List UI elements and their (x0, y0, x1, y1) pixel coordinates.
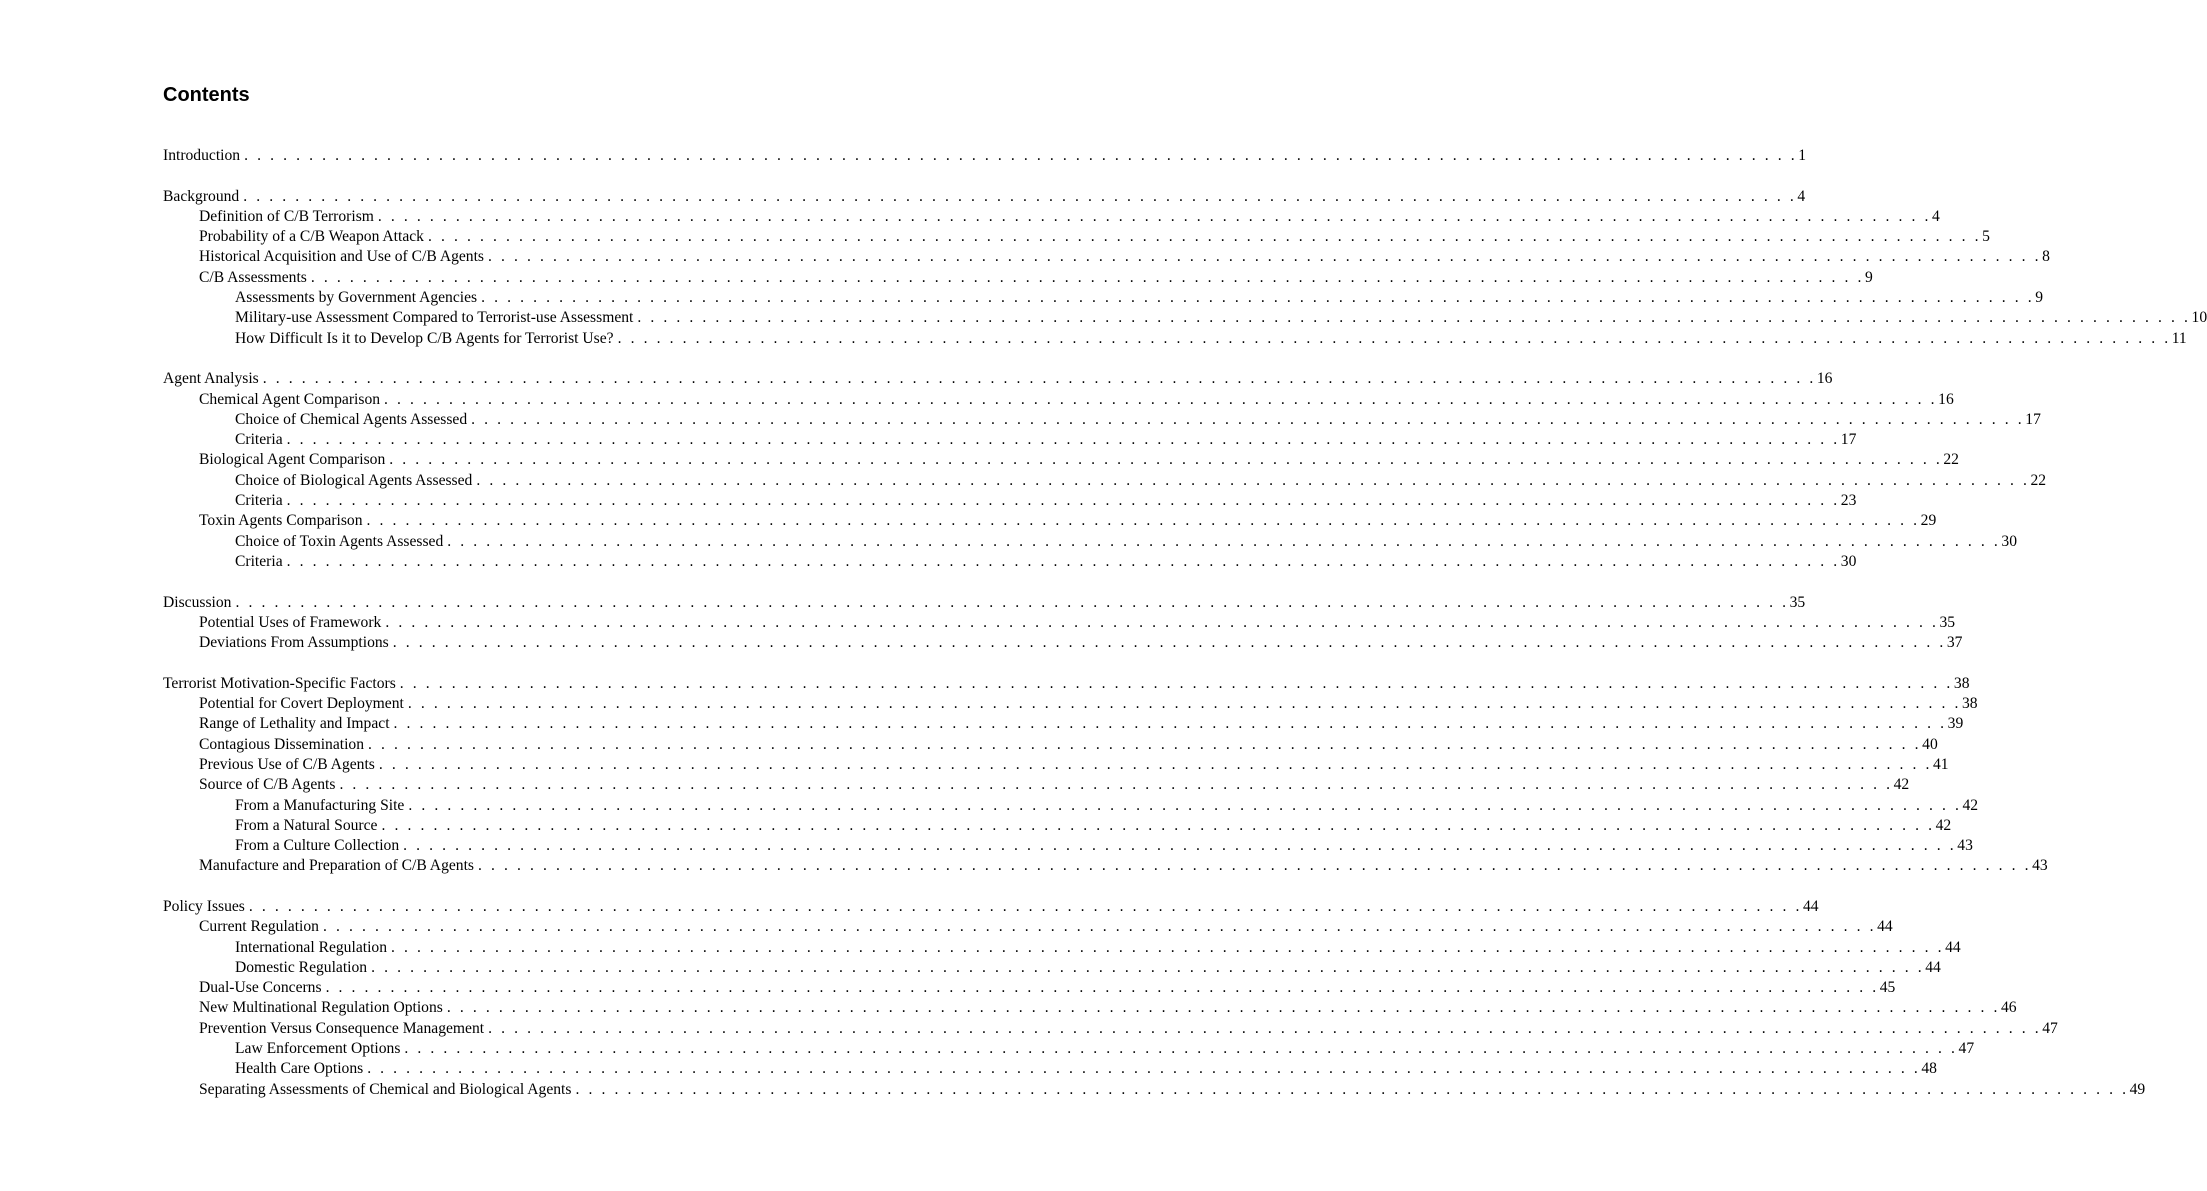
toc-entry-page-number: 37 (1946, 634, 1963, 652)
toc-entry[interactable] (163, 755, 1949, 775)
toc-entry-title: Introduction (163, 147, 241, 164)
toc-entry[interactable] (163, 491, 1857, 511)
toc-entry-title: Dual-Use Concerns (199, 979, 322, 997)
toc-entry[interactable] (163, 450, 1959, 470)
toc-entry-page-number: 4 (1797, 187, 1806, 205)
toc-entry[interactable] (163, 247, 2050, 267)
toc-entry[interactable] (163, 410, 2041, 430)
toc-entry-title: Separating Assessments of Chemical and Biological Agents (199, 1080, 572, 1098)
toc-entry[interactable] (163, 714, 1964, 734)
toc-entry-title: Toxin Agents Comparison (199, 512, 363, 530)
toc-entry-title: Terrorist Motivation-Specific Factors (163, 674, 396, 692)
toc-entry-title: Domestic Regulation (235, 958, 368, 976)
toc-entry[interactable] (163, 593, 1806, 613)
toc-entry-title: Choice of Toxin Agents Assessed (235, 532, 444, 550)
dot-leader: . . . . . . . . . . . . . . . . . . . . . . . . . . . . . . . . . . . . . . . . . . . . . . . . . . . . . . . . . . . . . . . . . . . . . . . . . . . . . . . . . . . . . . . . . . . . . . . . . . . . . . . . . . . . . . . . . . . . . . . . (476, 471, 2030, 489)
toc-entry[interactable] (163, 369, 1833, 389)
dot-leader: . . . . . . . . . . . . . . . . . . . . . . . . . . . . . . . . . . . . . . . . . . . . . . . . . . . . . . . . . . . . . . . . . . . . . . . . . . . . . . . . . . . . . . . . . . . . . . . . . . . . . . . . . . . . . . . . . . . . . . . . (408, 796, 1962, 814)
dot-leader: . . . . . . . . . . . . . . . . . . . . . . . . . . . . . . . . . . . . . . . . . . . . . . . . . . . . . . . . . . . . . . . . . . . . . . . . . . . . . . . . . . . . . . . . . . . . . . . . . . . . . . . . . . . . . . . . . . . . . . . . (488, 248, 2042, 266)
dot-leader: . . . . . . . . . . . . . . . . . . . . . . . . . . . . . . . . . . . . . . . . . . . . . . . . . . . . . . . . . . . . . . . . . . . . . . . . . . . . . . . . . . . . . . . . . . . . . . . . . . . . . . . . . . . . . . . . . . . . . . . . (378, 755, 1932, 773)
toc-entry-page-number: 1 (1798, 147, 1807, 164)
toc-entry-title: Manufacture and Preparation of C/B Agents (199, 857, 474, 875)
page-title: Contents (163, 84, 250, 106)
dot-leader: . . . . . . . . . . . . . . . . . . . . . . . . . . . . . . . . . . . . . . . . . . . . . . . . . . . . . . . . . . . . . . . . . . . . . . . . . . . . . . . . . . . . . . . . . . . . . . . . . . . . . . . . . . . . . . . . . . . . . . . . (488, 1019, 2042, 1037)
toc-entry[interactable] (163, 735, 1938, 755)
toc-entry-page-number: 44 (1925, 958, 1941, 976)
dot-leader: . . . . . . . . . . . . . . . . . . . . . . . . . . . . . . . . . . . . . . . . . . . . . . . . . . . . . . . . . . . . . . . . . . . . . . . . . . . . . . . . . . . . . . . . . . . . . . . . . . . . . . . . . . . . . . . . . . . . . . . . (447, 532, 2001, 550)
toc-entry[interactable] (163, 1039, 1975, 1059)
toc-entry-page-number: 42 (1935, 816, 1952, 834)
toc-entry-title: Prevention Versus Consequence Management (199, 1019, 485, 1037)
toc-entry-page-number: 43 (2032, 857, 2048, 875)
dot-leader: . . . . . . . . . . . . . . . . . . . . . . . . . . . . . . . . . . . . . . . . . . . . . . . . . . . . . . . . . . . . . . . . . . . . . . . . . . . . . . . . . . . . . . . . . . . . . . . . . . . . . . . . . . . . . . . . . . . . . . . . (248, 897, 1802, 915)
toc-entry-title: Current Regulation (199, 918, 319, 936)
toc-entry[interactable] (163, 552, 1857, 572)
toc-entry-page-number: 17 (2025, 410, 2041, 428)
toc-section (163, 369, 2047, 572)
dot-leader: . . . . . . . . . . . . . . . . . . . . . . . . . . . . . . . . . . . . . . . . . . . . . . . . . . . . . . . . . . . . . . . . . . . . . . . . . . . . . . . . . . . . . . . . . . . . . . . . . . . . . . . . . . . . . . . . . . . . . . . . (471, 410, 2025, 428)
toc-entry-page-number: 48 (1921, 1060, 1937, 1078)
toc-entry-page-number: 47 (2042, 1019, 2058, 1037)
toc-entry[interactable] (163, 816, 1952, 836)
dot-leader: . . . . . . . . . . . . . . . . . . . . . . . . . . . . . . . . . . . . . . . . . . . . . . . . . . . . . . . . . . . . . . . . . . . . . . . . . . . . . . . . . . . . . . . . . . . . . . . . . . . . . . . . . . . . . . . . . . . . . . . . (391, 938, 1945, 956)
dot-leader: . . . . . . . . . . . . . . . . . . . . . . . . . . . . . . . . . . . . . . . . . . . . . . . . . . . . . . . . . . . . . . . . . . . . . . . . . . . . . . . . . . . . . . . . . . . . . . . . . . . . . . . . . . . . . . . . . . . . . . . . (262, 370, 1816, 388)
toc-entry[interactable] (163, 511, 1937, 531)
toc-entry-page-number: 38 (1953, 674, 1970, 692)
dot-leader: . . . . . . . . . . . . . . . . . . . . . . . . . . . . . . . . . . . . . . . . . . . . . . . . . . . . . . . . . . . . . . . . . . . . . . . . . . . . . . . . . . . . . . . . . . . . . . . . . . . . . . . . . . . . . . . . . . . . . . . . (637, 309, 2191, 327)
toc-entry-page-number: 9 (1865, 268, 1873, 286)
toc-entry-page-number: 10 (2191, 309, 2207, 327)
dot-leader: . . . . . . . . . . . . . . . . . . . . . . . . . . . . . . . . . . . . . . . . . . . . . . . . . . . . . . . . . . . . . . . . . . . . . . . . . . . . . . . . . . . . . . . . . . . . . . . . . . . . . . . . . . . . . . . . . . . . . . . . (617, 329, 2171, 347)
toc-entry-page-number: 49 (2129, 1080, 2146, 1098)
dot-leader: . . . . . . . . . . . . . . . . . . . . . . . . . . . . . . . . . . . . . . . . . . . . . . . . . . . . . . . . . . . . . . . . . . . . . . . . . . . . . . . . . . . . . . . . . . . . . . . . . . . . . . . . . . . . . . . . . . . . . . . . (235, 593, 1789, 611)
toc-entry[interactable] (163, 268, 1873, 288)
toc-entry[interactable] (163, 532, 2017, 552)
toc-entry-title: Choice of Chemical Agents Assessed (235, 410, 468, 428)
dot-leader: . . . . . . . . . . . . . . . . . . . . . . . . . . . . . . . . . . . . . . . . . . . . . . . . . . . . . . . . . . . . . . . . . . . . . . . . . . . . . . . . . . . . . . . . . . . . . . . . . . . . . . . . . . . . . . . . . . . . . . . . (446, 999, 2000, 1017)
dot-leader: . . . . . . . . . . . . . . . . . . . . . . . . . . . . . . . . . . . . . . . . . . . . . . . . . . . . . . . . . . . . . . . . . . . . . . . . . . . . . . . . . . . . . . . . . . . . . . . . . . . . . . . . . . . . . . . . . . . . . . . . (325, 979, 1879, 997)
dot-leader: . . . . . . . . . . . . . . . . . . . . . . . . . . . . . . . . . . . . . . . . . . . . . . . . . . . . . . . . . . . . . . . . . . . . . . . . . . . . . . . . . . . . . . . . . . . . . . . . . . . . . . . . . . . . . . . . . . . . . . . . (368, 735, 1922, 753)
dot-leader: . . . . . . . . . . . . . . . . . . . . . . . . . . . . . . . . . . . . . . . . . . . . . . . . . . . . . . . . . . . . . . . . . . . . . . . . . . . . . . . . . . . . . . . . . . . . . . . . . . . . . . . . . . . . . . . . . . . . . . . . (367, 1060, 1921, 1078)
toc-entry-title: Policy Issues (163, 897, 245, 915)
toc-entry-title: Historical Acquisition and Use of C/B Agents (199, 248, 484, 266)
dot-leader: . . . . . . . . . . . . . . . . . . . . . . . . . . . . . . . . . . . . . . . . . . . . . . . . . . . . . . . . . . . . . . . . . . . . . . . . . . . . . . . . . . . . . . . . . . . . . . . . . . . . . . . . . . . . . . . . . . . . . . . . (377, 207, 1932, 225)
toc-entry[interactable] (163, 207, 1940, 227)
dot-leader: . . . . . . . . . . . . . . . . . . . . . . . . . . . . . . . . . . . . . . . . . . . . . . . . . . . . . . . . . . . . . . . . . . . . . . . . . . . . . . . . . . . . . . . . . . . . . . . . . . . . . . . . . . . . . . . . . . . . . . . . (389, 451, 1943, 469)
toc-entry-title: Range of Lethality and Impact (199, 715, 390, 733)
toc-section (163, 674, 2048, 877)
toc-entry[interactable] (163, 674, 1970, 694)
toc-entry-title: Potential for Covert Deployment (199, 695, 404, 713)
dot-leader: . . . . . . . . . . . . . . . . . . . . . . . . . . . . . . . . . . . . . . . . . . . . . . . . . . . . . . . . . . . . . . . . . . . . . . . . . . . . . . . . . . . . . . . . . . . . . . . . . . . . . . . . . . . . . . . . . . . . . . . . (381, 816, 1935, 834)
toc-entry[interactable] (163, 796, 1979, 816)
toc-entry[interactable] (163, 775, 1910, 795)
toc-entry[interactable] (163, 998, 2017, 1018)
toc-entry[interactable] (163, 1019, 2058, 1039)
toc-entry-page-number: 29 (1920, 512, 1937, 530)
toc-entry-title: Military-use Assessment Compared to Terrorist-use Assessment (235, 309, 634, 327)
toc-entry-page-number: 22 (2030, 471, 2047, 489)
dot-leader: . . . . . . . . . . . . . . . . . . . . . . . . . . . . . . . . . . . . . . . . . . . . . . . . . . . . . . . . . . . . . . . . . . . . . . . . . . . . . . . . . . . . . . . . . . . . . . . . . . . . . . . . . . . . . . . . . . . . . . . . (385, 613, 1939, 631)
toc-entry-page-number: 44 (1877, 918, 1893, 936)
toc-entry-title: Contagious Dissemination (199, 735, 365, 753)
dot-leader: . . . . . . . . . . . . . . . . . . . . . . . . . . . . . . . . . . . . . . . . . . . . . . . . . . . . . . . . . . . . . . . . . . . . . . . . . . . . . . . . . . . . . . . . . . . . . . . . . . . . . . . . . . . . . . . . . . . . . . . . (481, 289, 2035, 307)
toc-entry-title: Criteria (235, 492, 283, 510)
toc-entry-page-number: 35 (1789, 593, 1806, 611)
dot-leader: . . . . . . . . . . . . . . . . . . . . . . . . . . . . . . . . . . . . . . . . . . . . . . . . . . . . . . . . . . . . . . . . . . . . . . . . . . . . . . . . . . . . . . . . . . . . . . . . . . . . . . . . . . . . . . . . . . . . . . . . (286, 552, 1840, 570)
toc-entry-title: From a Culture Collection (235, 837, 400, 855)
toc-entry[interactable] (163, 958, 1941, 978)
dot-leader: . . . . . . . . . . . . . . . . . . . . . . . . . . . . . . . . . . . . . . . . . . . . . . . . . . . . . . . . . . . . . . . . . . . . . . . . . . . . . . . . . . . . . . . . . . . . . . . . . . . . . . . . . . . . . . . . . . . . . . . . (407, 695, 1961, 713)
toc-entry-title: Deviations From Assumptions (199, 634, 389, 652)
toc-entry[interactable] (163, 227, 1990, 247)
toc-entry-page-number: 16 (1938, 390, 1954, 408)
toc-entry-page-number: 4 (1932, 207, 1940, 225)
dot-leader: . . . . . . . . . . . . . . . . . . . . . . . . . . . . . . . . . . . . . . . . . . . . . . . . . . . . . . . . . . . . . . . . . . . . . . . . . . . . . . . . . . . . . . . . . . . . . . . . . . . . . . . . . . . . . . . . . . . . . . . . (244, 147, 1798, 164)
dot-leader: . . . . . . . . . . . . . . . . . . . . . . . . . . . . . . . . . . . . . . . . . . . . . . . . . . . . . . . . . . . . . . . . . . . . . . . . . . . . . . . . . . . . . . . . . . . . . . . . . . . . . . . . . . . . . . . . . . . . . . . . (322, 918, 1877, 936)
toc-entry-page-number: 30 (1840, 552, 1857, 570)
toc-section (163, 187, 2207, 349)
toc-entry-title: Biological Agent Comparison (199, 451, 386, 469)
toc-entry-page-number: 42 (1962, 796, 1979, 814)
dot-leader: . . . . . . . . . . . . . . . . . . . . . . . . . . . . . . . . . . . . . . . . . . . . . . . . . . . . . . . . . . . . . . . . . . . . . . . . . . . . . . . . . . . . . . . . . . . . . . . . . . . . . . . . . . . . . . . . . . . . . . . . (286, 492, 1840, 510)
table-of-contents (163, 146, 2207, 1120)
toc-entry-title: How Difficult Is it to Develop C/B Agents for Terrorist Use? (235, 329, 614, 347)
toc-entry-title: Assessments by Government Agencies (235, 289, 478, 307)
dot-leader: . . . . . . . . . . . . . . . . . . . . . . . . . . . . . . . . . . . . . . . . . . . . . . . . . . . . . . . . . . . . . . . . . . . . . . . . . . . . . . . . . . . . . . . . . . . . . . . . . . . . . . . . . . . . . . . . . . . . . . . . (286, 431, 1840, 449)
dot-leader: . . . . . . . . . . . . . . . . . . . . . . . . . . . . . . . . . . . . . . . . . . . . . . . . . . . . . . . . . . . . . . . . . . . . . . . . . . . . . . . . . . . . . . . . . . . . . . . . . . . . . . . . . . . . . . . . . . . . . . . . (339, 776, 1893, 794)
dot-leader: . . . . . . . . . . . . . . . . . . . . . . . . . . . . . . . . . . . . . . . . . . . . . . . . . . . . . . . . . . . . . . . . . . . . . . . . . . . . . . . . . . . . . . . . . . . . . . . . . . . . . . . . . . . . . . . . . . . . . . . . (399, 674, 1953, 692)
toc-entry-page-number: 38 (1961, 695, 1978, 713)
toc-entry[interactable] (163, 1059, 1937, 1079)
toc-entry-title: Definition of C/B Terrorism (199, 207, 374, 225)
dot-leader: . . . . . . . . . . . . . . . . . . . . . . . . . . . . . . . . . . . . . . . . . . . . . . . . . . . . . . . . . . . . . . . . . . . . . . . . . . . . . . . . . . . . . . . . . . . . . . . . . . . . . . . . . . . . . . . . . . . . . . . . (310, 268, 1865, 286)
toc-entry-page-number: 8 (2042, 248, 2050, 266)
toc-section (163, 593, 1963, 654)
dot-leader: . . . . . . . . . . . . . . . . . . . . . . . . . . . . . . . . . . . . . . . . . . . . . . . . . . . . . . . . . . . . . . . . . . . . . . . . . . . . . . . . . . . . . . . . . . . . . . . . . . . . . . . . . . . . . . . . . . . . . . . . (243, 187, 1797, 205)
toc-entry-title: Law Enforcement Options (235, 1040, 401, 1058)
dot-leader: . . . . . . . . . . . . . . . . . . . . . . . . . . . . . . . . . . . . . . . . . . . . . . . . . . . . . . . . . . . . . . . . . . . . . . . . . . . . . . . . . . . . . . . . . . . . . . . . . . . . . . . . . . . . . . . . . . . . . . . . (575, 1080, 2129, 1098)
dot-leader: . . . . . . . . . . . . . . . . . . . . . . . . . . . . . . . . . . . . . . . . . . . . . . . . . . . . . . . . . . . . . . . . . . . . . . . . . . . . . . . . . . . . . . . . . . . . . . . . . . . . . . . . . . . . . . . . . . . . . . . . (427, 228, 1982, 246)
toc-entry[interactable] (163, 613, 1956, 633)
toc-entry-title: International Regulation (235, 938, 387, 956)
toc-entry[interactable] (163, 1080, 2146, 1100)
toc-entry-title: New Multinational Regulation Options (199, 999, 443, 1017)
toc-entry-page-number: 44 (1803, 897, 1819, 915)
dot-leader: . . . . . . . . . . . . . . . . . . . . . . . . . . . . . . . . . . . . . . . . . . . . . . . . . . . . . . . . . . . . . . . . . . . . . . . . . . . . . . . . . . . . . . . . . . . . . . . . . . . . . . . . . . . . . . . . . . . . . . . . (366, 512, 1920, 530)
toc-entry-page-number: 16 (1816, 370, 1833, 388)
toc-section (163, 146, 1807, 166)
toc-entry-page-number: 43 (1957, 837, 1973, 855)
dot-leader: . . . . . . . . . . . . . . . . . . . . . . . . . . . . . . . . . . . . . . . . . . . . . . . . . . . . . . . . . . . . . . . . . . . . . . . . . . . . . . . . . . . . . . . . . . . . . . . . . . . . . . . . . . . . . . . . . . . . . . . . (477, 857, 2032, 875)
toc-entry-page-number: 22 (1943, 451, 1959, 469)
toc-entry[interactable] (163, 390, 1954, 410)
toc-entry-page-number: 23 (1840, 492, 1857, 510)
dot-leader: . . . . . . . . . . . . . . . . . . . . . . . . . . . . . . . . . . . . . . . . . . . . . . . . . . . . . . . . . . . . . . . . . . . . . . . . . . . . . . . . . . . . . . . . . . . . . . . . . . . . . . . . . . . . . . . . . . . . . . . . (384, 390, 1938, 408)
toc-entry-page-number: 11 (2171, 329, 2187, 347)
toc-entry[interactable] (163, 329, 2187, 349)
toc-entry-title: From a Manufacturing Site (235, 796, 405, 814)
dot-leader: . . . . . . . . . . . . . . . . . . . . . . . . . . . . . . . . . . . . . . . . . . . . . . . . . . . . . . . . . . . . . . . . . . . . . . . . . . . . . . . . . . . . . . . . . . . . . . . . . . . . . . . . . . . . . . . . . . . . . . . . (403, 837, 1957, 855)
toc-entry[interactable] (163, 694, 1978, 714)
toc-entry[interactable] (163, 308, 2207, 328)
toc-entry-title: Chemical Agent Comparison (199, 390, 381, 408)
toc-entry[interactable] (163, 978, 1896, 998)
toc-entry-title: Criteria (235, 431, 283, 449)
dot-leader: . . . . . . . . . . . . . . . . . . . . . . . . . . . . . . . . . . . . . . . . . . . . . . . . . . . . . . . . . . . . . . . . . . . . . . . . . . . . . . . . . . . . . . . . . . . . . . . . . . . . . . . . . . . . . . . . . . . . . . . . (392, 634, 1946, 652)
toc-entry-page-number: 9 (2035, 289, 2044, 307)
toc-entry[interactable] (163, 917, 1893, 937)
toc-entry[interactable] (163, 288, 2044, 308)
toc-entry-title: Discussion (163, 593, 232, 611)
toc-entry[interactable] (163, 471, 2047, 491)
toc-entry-page-number: 42 (1893, 776, 1910, 794)
toc-entry-page-number: 44 (1945, 938, 1961, 956)
toc-entry-page-number: 5 (1982, 228, 1990, 246)
toc-entry-title: Previous Use of C/B Agents (199, 755, 375, 773)
toc-entry[interactable] (163, 633, 1963, 653)
toc-entry[interactable] (163, 430, 1857, 450)
toc-entry-title: Agent Analysis (163, 370, 259, 388)
toc-entry-page-number: 47 (1958, 1040, 1975, 1058)
toc-entry-title: Criteria (235, 552, 283, 570)
toc-entry[interactable] (163, 938, 1961, 958)
toc-entry-title: Health Care Options (235, 1060, 364, 1078)
toc-entry-title: Background (163, 187, 240, 205)
toc-entry-title: Source of C/B Agents (199, 776, 336, 794)
toc-entry[interactable] (163, 187, 1806, 207)
dot-leader: . . . . . . . . . . . . . . . . . . . . . . . . . . . . . . . . . . . . . . . . . . . . . . . . . . . . . . . . . . . . . . . . . . . . . . . . . . . . . . . . . . . . . . . . . . . . . . . . . . . . . . . . . . . . . . . . . . . . . . . . (404, 1040, 1958, 1058)
toc-entry[interactable] (163, 836, 1973, 856)
toc-entry-title: From a Natural Source (235, 816, 378, 834)
toc-entry[interactable] (163, 897, 1819, 917)
toc-entry-page-number: 46 (2000, 999, 2017, 1017)
dot-leader: . . . . . . . . . . . . . . . . . . . . . . . . . . . . . . . . . . . . . . . . . . . . . . . . . . . . . . . . . . . . . . . . . . . . . . . . . . . . . . . . . . . . . . . . . . . . . . . . . . . . . . . . . . . . . . . . . . . . . . . . (371, 958, 1925, 976)
toc-entry-page-number: 35 (1939, 613, 1956, 631)
toc-entry[interactable] (163, 856, 2048, 876)
toc-entry-page-number: 41 (1933, 755, 1949, 773)
toc-entry-page-number: 40 (1922, 735, 1938, 753)
toc-entry-page-number: 39 (1947, 715, 1964, 733)
toc-section (163, 897, 2146, 1100)
toc-entry-page-number: 17 (1840, 431, 1857, 449)
toc-entry-title: Potential Uses of Framework (199, 613, 382, 631)
toc-entry-title: Choice of Biological Agents Assessed (235, 471, 473, 489)
toc-entry[interactable] (163, 146, 1807, 166)
toc-entry-title: C/B Assessments (199, 268, 307, 286)
toc-entry-page-number: 30 (2001, 532, 2017, 550)
toc-entry-title: Probability of a C/B Weapon Attack (199, 228, 424, 246)
toc-entry-page-number: 45 (1879, 979, 1896, 997)
dot-leader: . . . . . . . . . . . . . . . . . . . . . . . . . . . . . . . . . . . . . . . . . . . . . . . . . . . . . . . . . . . . . . . . . . . . . . . . . . . . . . . . . . . . . . . . . . . . . . . . . . . . . . . . . . . . . . . . . . . . . . . . (393, 715, 1947, 733)
